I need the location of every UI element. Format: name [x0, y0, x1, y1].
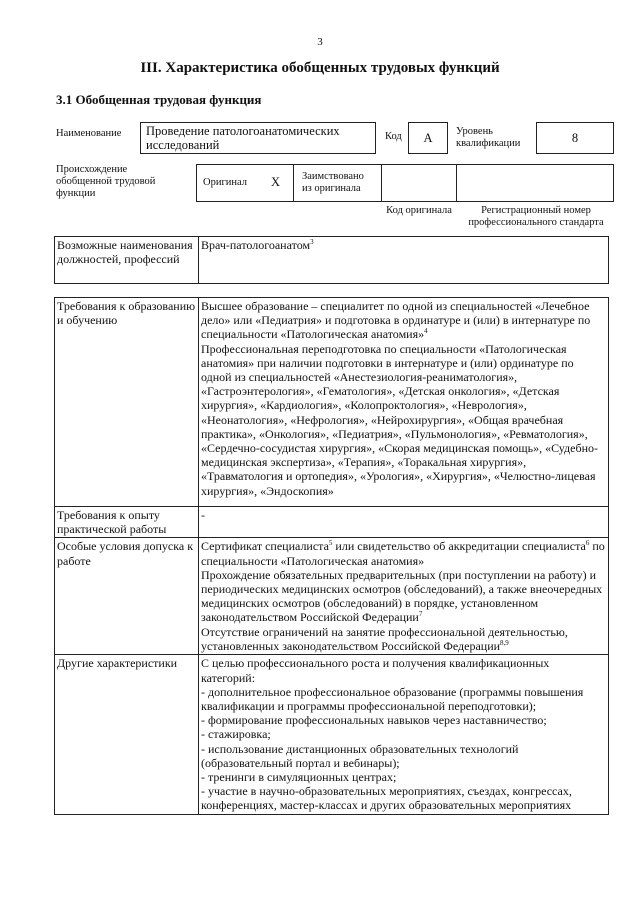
- special-label: Особые условия допуска к работе: [55, 538, 199, 655]
- code-original-label: Код оригинала: [386, 205, 452, 216]
- other-line: - стажировка;: [201, 727, 271, 742]
- original-label: Оригинал: [203, 177, 247, 188]
- experience-label: Требования к опыту практической работы: [55, 507, 199, 538]
- positions-label: Возможные наименования должностей, профессий: [55, 237, 199, 284]
- positions-footnote: 3: [310, 238, 314, 246]
- reg-number-label: Регистрационный номер профессионального стандарта: [468, 205, 604, 228]
- function-name-box: [140, 122, 376, 154]
- subsection-title: 3.1 Обобщенная трудовая функция: [56, 92, 262, 107]
- requirements-table: [54, 297, 609, 815]
- other-line: С целью профессионального роста и получения квалификационных категорий:: [201, 656, 550, 685]
- code-label: Код: [385, 131, 402, 142]
- original-box: [196, 164, 294, 202]
- special-paragraph-2: Прохождение обязательных предварительных (при поступлении на работу) и периодических медицинских осмотров (обследований), а также внеочередных медицинских осмотров (обследований) в порядке, установленном законодательством Российской Федерации$^7$: [201, 567, 603, 625]
- level-box: [536, 122, 614, 154]
- other-cell: [199, 655, 609, 814]
- level-label: Уровень квалификации: [456, 126, 521, 149]
- positions-value-cell: [199, 237, 609, 284]
- special-paragraph-1: Сертификат специалиста$^5$ или свидетельство об аккредитации специалиста$^6$ по специальности «Патологическая анатомия»: [201, 539, 605, 568]
- positions-value: Врач-патологоанатом: [201, 238, 311, 252]
- name-label: Наименование: [56, 128, 122, 139]
- special-cell: [199, 538, 609, 655]
- reg-number-box: [456, 164, 614, 202]
- other-line: - участие в научно-образовательных мероприятиях, съездах, конгрессах, конференциях, мастер-классах и других образовательных мероприятиях: [201, 784, 572, 813]
- positions-table: [54, 236, 609, 284]
- other-line: - тренинги в симуляционных центрах;: [201, 770, 397, 785]
- education-label: Требования к образованию и обучению: [55, 298, 199, 507]
- special-paragraph-3: Отсутствие ограничений на занятие профессиональной деятельностью, установленных законодательством Российской Федерации$^{8,9}$: [201, 624, 568, 653]
- origin-label: Происхождение обобщенной трудовой функции: [56, 164, 156, 199]
- other-line: - использование дистанционных образовательных технологий (образовательный портал и вебинары);: [201, 741, 519, 770]
- other-label: Другие характеристики: [55, 655, 199, 814]
- education-paragraph-2: Профессиональная переподготовка по специальности «Патологическая анатомия» при наличии подготовки в интернатуре и (или) ординатуре по одной из специальностей «Анестезиология-реаниматология», «Гастроэнтерология», «Гематология», «Детская онкология», «Детская хирургия», «Кардиология», «Колопроктология», «Неврология», «Неонатология», «Нефрология», «Нейрохирургия», «Общая врачебная практика», «Онкология», «Педиатрия», «Пульмонология», «Ревматология», «Сердечно-сосудистая хирургия», «Скорая медицинская помощь», «Судебно-медицинская экспертиза», «Терапия», «Торакальная хирургия», «Травматология и ортопедия», «Урология», «Хирургия», «Челюстно-лицевая хирургия», «Эндоскопия»: [201, 341, 599, 498]
- section-title: III. Характеристика обобщенных трудовых функций: [140, 60, 500, 76]
- function-name-value: Проведение патологоанатомических исследований: [146, 124, 340, 152]
- borrowed-box: [293, 164, 382, 202]
- other-line: - дополнительное профессиональное образование (программы повышения квалификации и программы профессиональной переподготовки);: [201, 684, 584, 714]
- page-number: 3: [317, 36, 323, 48]
- code-box: [408, 122, 448, 154]
- borrowed-label: Заимствовано из оригинала: [302, 171, 364, 194]
- level-value: 8: [571, 131, 579, 145]
- original-mark: X: [271, 175, 281, 189]
- education-paragraph-1: Высшее образование – специалитет по одной из специальностей «Лечебное дело» или «Педиатрия» и подготовка в ординатуре и (или) в интернатуре по специальности «Патологическая анатомия»$^4$: [201, 299, 591, 342]
- experience-value: -: [199, 507, 609, 538]
- education-cell: [199, 298, 609, 507]
- other-line: - формирование профессиональных навыков через наставничество;: [201, 713, 547, 728]
- code-value: A: [423, 131, 433, 145]
- code-original-box: [381, 164, 457, 202]
